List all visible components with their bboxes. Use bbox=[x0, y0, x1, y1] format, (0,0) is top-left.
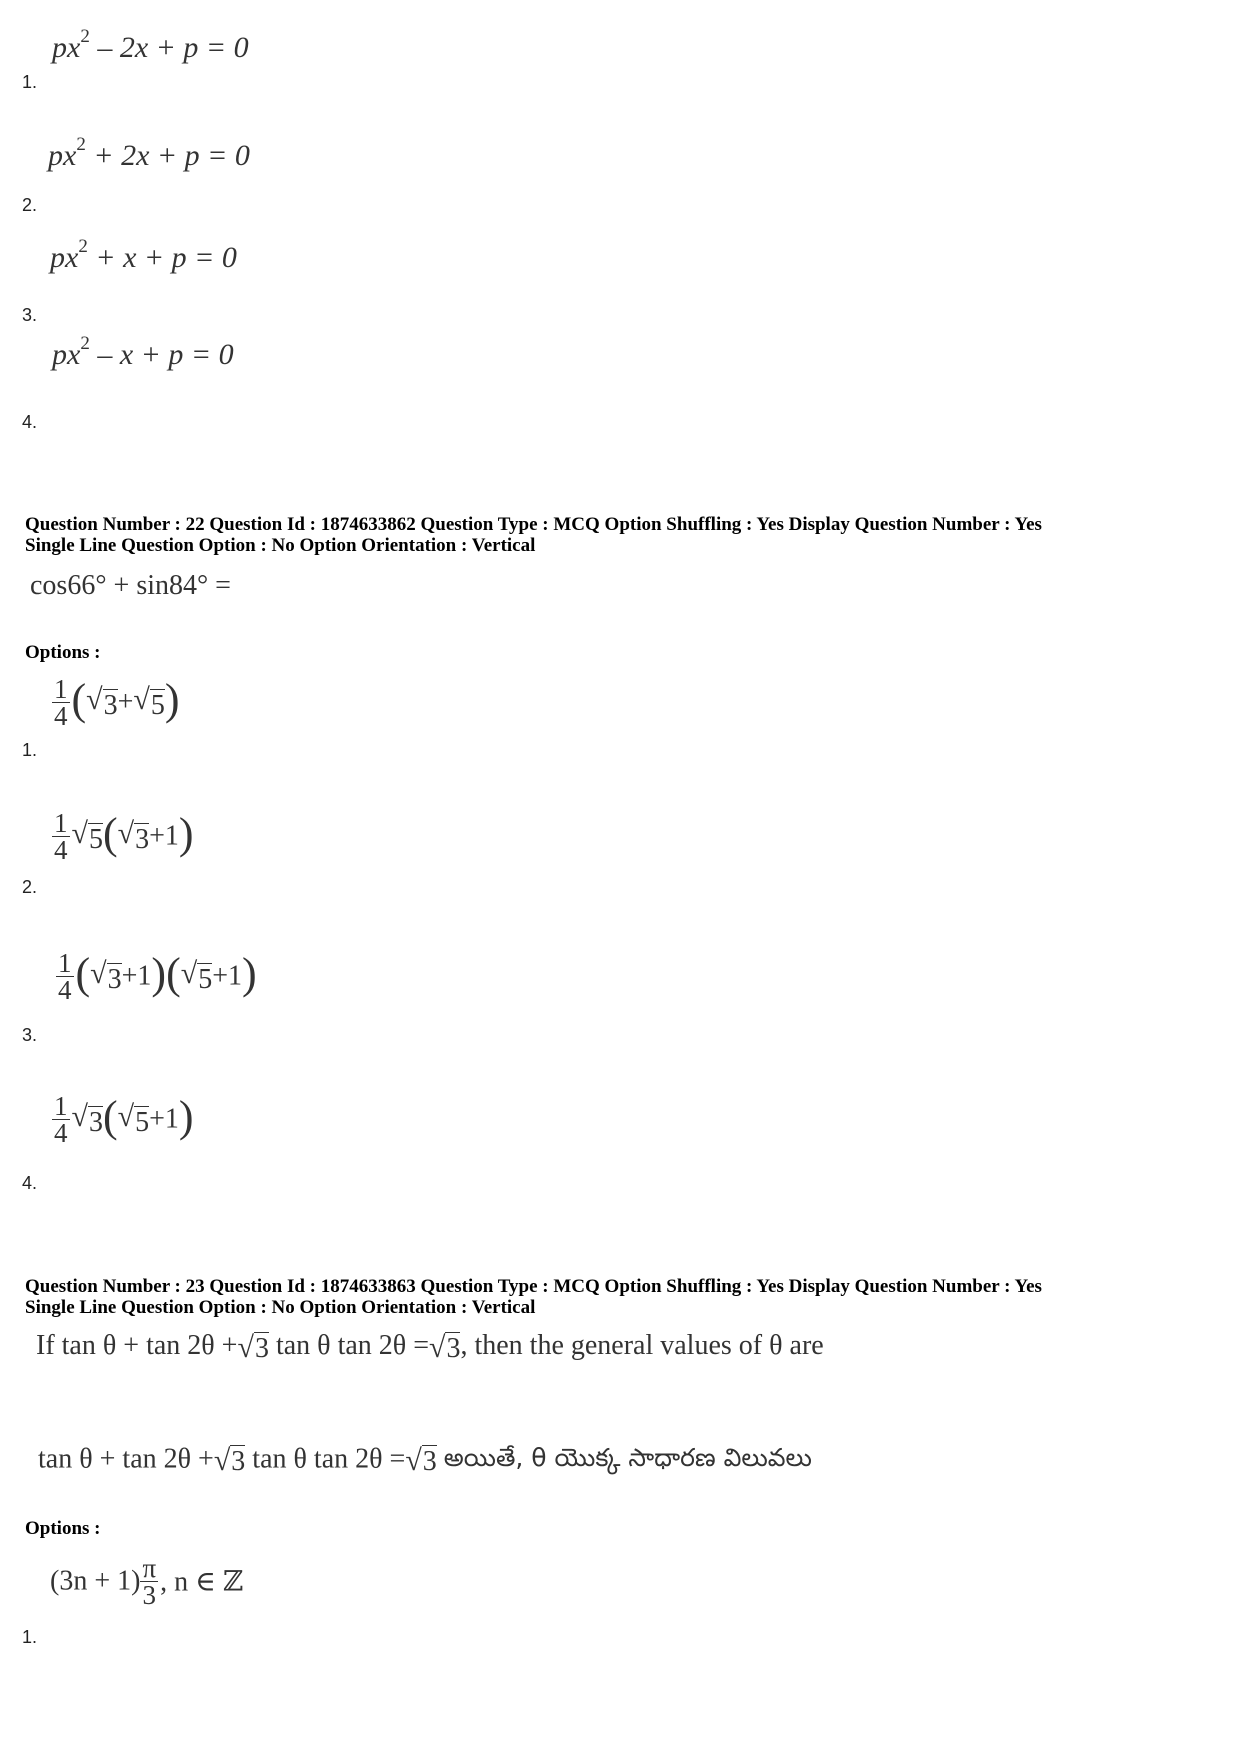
question-text: cos66° + sin84° = bbox=[30, 570, 231, 601]
question-meta: Question Number : 23 Question Id : 1874633863 Question Type : MCQ Option Shuffling : Yes Display Question Number : Yes Single Line Question Option : No Option Orientation : Vertical bbox=[25, 1276, 1042, 1318]
option-number: 4. bbox=[22, 412, 38, 432]
option-number: 3. bbox=[22, 1025, 38, 1045]
option-expression: $px^2 + 2x + p = 0$ bbox=[48, 134, 250, 172]
option-number: 1. bbox=[22, 1627, 38, 1647]
option-number: 1. bbox=[22, 740, 38, 760]
question-text-telugu: tan θ + tan 2θ +√3 tan θ tan 2θ =√3 అయితే, θ యొక్క సాధారణ విలువలు bbox=[38, 1443, 812, 1477]
options-label: Options : bbox=[25, 1518, 101, 1539]
q22-option-2-expression: $\frac{1}{4}$ √5(√3+1) bbox=[54, 808, 194, 865]
option-number: 1. bbox=[22, 72, 38, 92]
option-expression: $px^2 - 2x + p = 0$ bbox=[52, 26, 249, 64]
option-number: 4. bbox=[22, 1173, 38, 1193]
question-text-english: If tan θ + tan 2θ +√3 tan θ tan 2θ =√3, then the general values of θ are bbox=[36, 1330, 824, 1364]
option-number: 3. bbox=[22, 305, 38, 325]
question-meta: Question Number : 22 Question Id : 1874633862 Question Type : MCQ Option Shuffling : Yes Display Question Number : Yes Single Line Question Option : No Option Orientation : Vertical bbox=[25, 514, 1042, 556]
option-expression: $px^2 - x + p = 0$ bbox=[52, 333, 234, 371]
option-number: 2. bbox=[22, 877, 38, 897]
q22-option-3-expression: $\frac{1}{4}$ (√3+1)(√5+1) bbox=[58, 948, 257, 1005]
option-expression: $px^2 + x + p = 0$ bbox=[50, 236, 237, 274]
option-number: 2. bbox=[22, 195, 38, 215]
q22-option-4-expression: $\frac{1}{4}$ √3(√5+1) bbox=[54, 1091, 194, 1148]
q22-option-1-expression: $\frac{1}{4}$ (√3+√5) bbox=[54, 674, 180, 731]
options-label: Options : bbox=[25, 642, 101, 663]
q23-option-1-expression: (3n + 1) $\frac{\pi}{3}$ , n ∈ ℤ bbox=[50, 1553, 244, 1610]
